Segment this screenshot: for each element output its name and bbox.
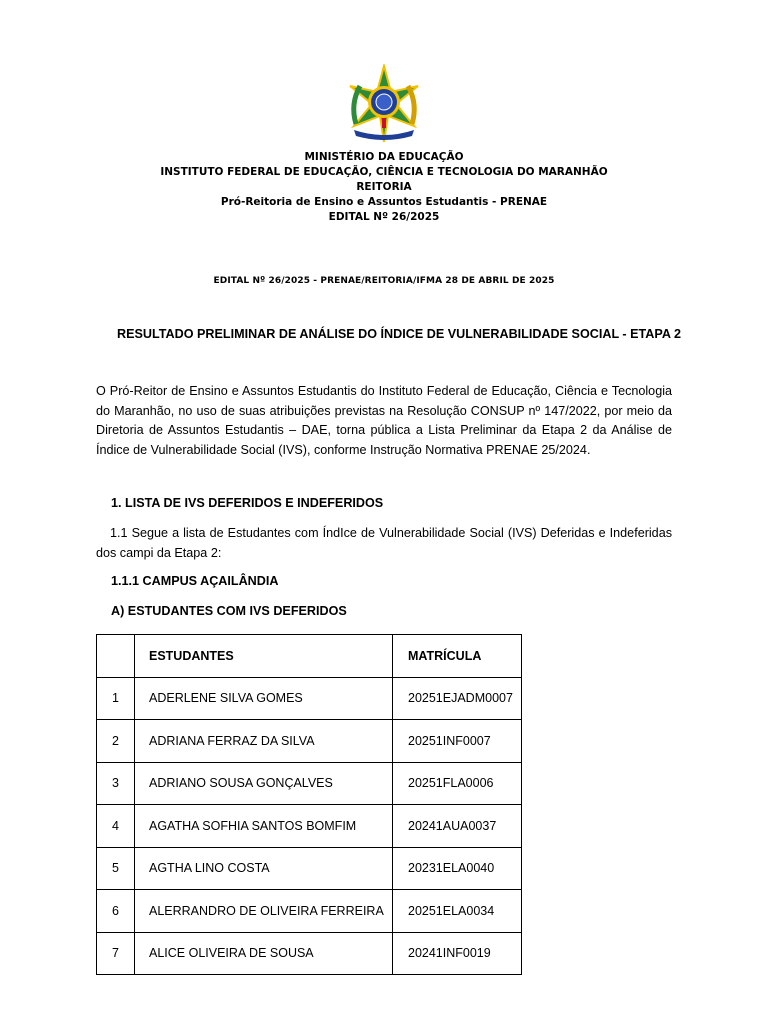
row-number: 2 [97,720,135,763]
student-matricula: 20231ELA0040 [393,847,522,890]
student-matricula: 20251EJADM0007 [393,677,522,720]
student-matricula: 20241AUA0037 [393,805,522,848]
header-cell-students: ESTUDANTES [135,635,393,678]
row-number: 7 [97,932,135,975]
row-number: 1 [97,677,135,720]
student-name: ALERRANDRO DE OLIVEIRA FERREIRA [135,890,393,933]
campus-heading: 1.1.1 CAMPUS AÇAILÂNDIA [111,574,279,588]
document-header [0,150,768,225]
table-row [97,720,522,763]
table-header-row [97,635,522,678]
section-heading: 1. LISTA DE IVS DEFERIDOS E INDEFERIDOS [111,496,384,510]
ministry-name: MINISTÉRIO DA EDUCAÇÃO [304,151,464,163]
table-row [97,805,522,848]
row-number: 4 [97,805,135,848]
row-number: 3 [97,762,135,805]
section-paragraph: 1.1 Segue a lista de Estudantes com ÍndIce de Vulnerabilidade Social (IVS) Deferidas e Indeferidas dos campi da Etapa 2: [96,526,672,560]
student-name: ADRIANA FERRAZ DA SILVA [135,720,393,763]
edital-reference: EDITAL Nº 26/2025 - PRENAE/REITORIA/IFMA 28 DE ABRIL DE 2025 [213,276,555,286]
table-row [97,677,522,720]
student-name: ADERLENE SILVA GOMES [135,677,393,720]
header-cell-number [97,635,135,678]
student-name: ADRIANO SOUSA GONÇALVES [135,762,393,805]
student-matricula: 20241INF0019 [393,932,522,975]
institute-name: INSTITUTO FEDERAL DE EDUCAÇÃO, CIÊNCIA E TECNOLOGIA DO MARANHÃO [160,166,608,178]
table-row [97,762,522,805]
table-row [97,932,522,975]
student-matricula: 20251ELA0034 [393,890,522,933]
table-row [97,890,522,933]
intro-paragraph: O Pró-Reitor de Ensino e Assuntos Estudantis do Instituto Federal de Educação, Ciência e Tecnologia do Maranhão, no uso de suas atribuições previstas na Resolução CONSUP nº 147/2022, por meio da Diretoria de Assuntos Estudantis – DAE, torna pública a Lista Preliminar da Etapa 2 da Análise de Índice de Vulnerabilidade Social (IVS), conforme Instrução Normativa PRENAE 25/2024. [96,384,672,457]
student-name: AGATHA SOFHIA SANTOS BOMFIM [135,805,393,848]
student-name: AGTHA LINO COSTA [135,847,393,890]
student-name: ALICE OLIVEIRA DE SOUSA [135,932,393,975]
row-number: 5 [97,847,135,890]
students-table [96,634,522,975]
table-row [97,847,522,890]
student-matricula: 20251FLA0006 [393,762,522,805]
rectory-name: REITORIA [356,181,412,193]
brazil-coat-of-arms-icon [344,64,424,144]
header-cell-matricula: MATRÍCULA [393,635,522,678]
document-title: RESULTADO PRELIMINAR DE ANÁLISE DO ÍNDICE DE VULNERABILIDADE SOCIAL - ETAPA 2 [117,327,681,341]
subsection-heading: A) ESTUDANTES COM IVS DEFERIDOS [111,604,347,618]
pro-rectory-name: Pró-Reitoria de Ensino e Assuntos Estudantis - PRENAE [220,196,548,208]
student-matricula: 20251INF0007 [393,720,522,763]
row-number: 6 [97,890,135,933]
edital-number: EDITAL Nº 26/2025 [328,211,440,223]
